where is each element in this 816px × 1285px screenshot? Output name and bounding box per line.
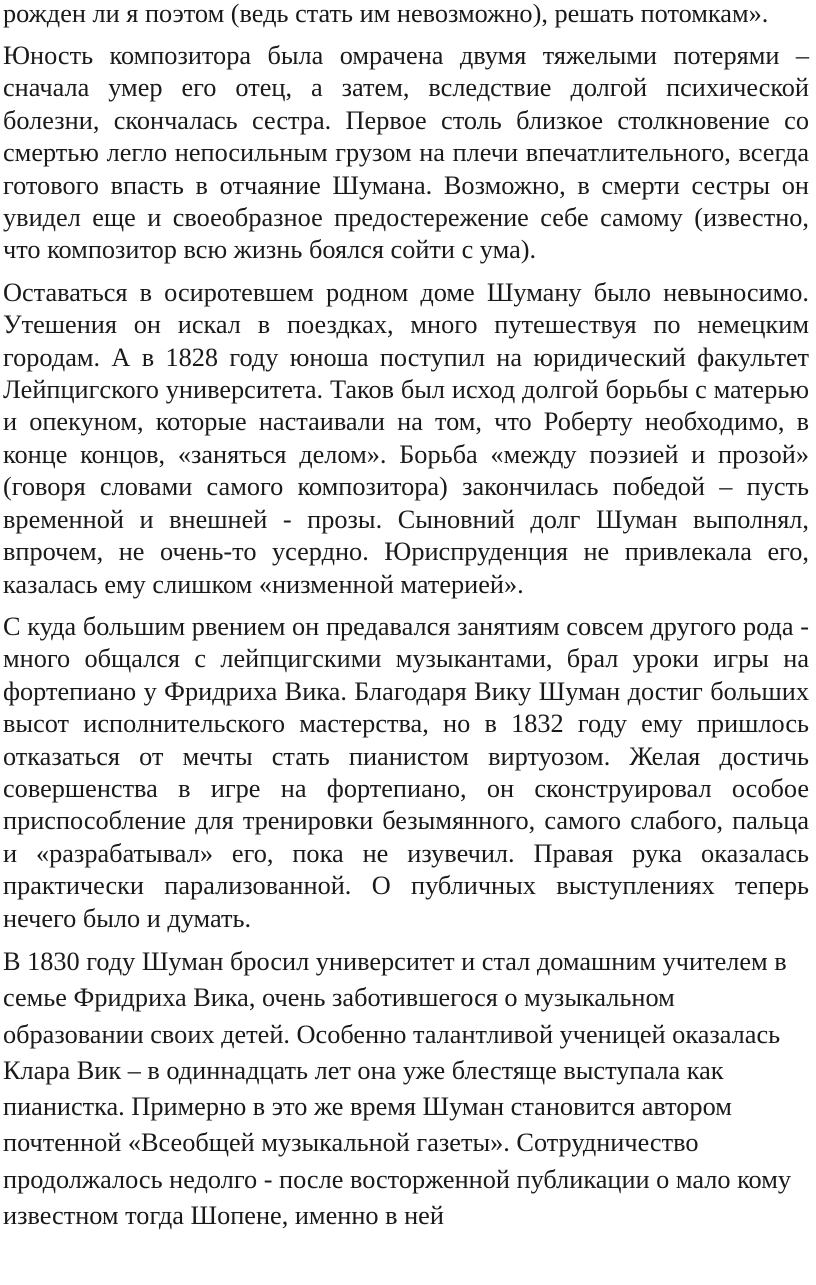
paragraph-4: С куда большим рвением он предавался занятиям совсем другого рода - много общался с лейпцигскими музыкантами, брал уроки игры на фортепиано у Фридриха Вика. Благодаря Вику Шуман достиг больших высот исполнительского мастерства, но в 1832 году ему пришлось отказаться от мечты стать пианистом виртуозом. Желая достичь совершенства в игре на фортепиано, он сконструировал особое приспособление для тренировки безымянного, самого слабого, пальца и «разрабатывал» его, пока не изувечил. Правая рука оказалась практически парализованной. О публичных выступлениях теперь нечего было и думать.: [3, 611, 809, 933]
paragraph-3: Оставаться в осиротевшем родном доме Шуману было невыносимо. Утешения он искал в поездках, много путешествуя по немецким городам. А в 1828 году юноша поступил на юридический факультет Лейпцигского университета. Таков был исход долгой борьбы с матерью и опекуном, которые настаивали на том, что Роберту необходимо, в конце концов, «заняться делом». Борьба «между поэзией и прозой» (говоря словами самого композитора) закончилась победой – пусть временной и внешней - прозы. Сыновний долг Шуман выполнял, впрочем, не очень-то усердно. Юриспруденция не привлекала его, казалась ему слишком «низменной материей».: [3, 277, 809, 599]
paragraph-1: рожден ли я поэтом (ведь стать им невозможно), решать потомкам».: [3, 0, 769, 28]
paragraph-5: В 1830 году Шуман бросил университет и стал домашним учителем в семье Фридриха Вика, очень заботившегося о музыкальном образовании своих детей. Особенно талантливой ученицей оказалась Клара Вик – в одиннадцать лет она уже блестяще выступала как пианистка. Примерно в это же время Шуман становится автором почтенной «Всеобщей музыкальной газеты». Сотрудничество продолжалось недолго - после восторженной публикации о мало кому известном тогда Шопене, именно в ней: [3, 946, 791, 1231]
paragraph-2: Юность композитора была омрачена двумя тяжелыми потерями – сначала умер его отец, а затем, вследствие долгой психической болезни, скончалась сестра. Первое столь близкое столкновение со смертью легло непосильным грузом на плечи впечатлительного, всегда готового впасть в отчаяние Шумана. Возможно, в смерти сестры он увидел еще и своеобразное предостережение себе самому (известно, что композитор всю жизнь боялся сойти с ума).: [3, 41, 809, 265]
